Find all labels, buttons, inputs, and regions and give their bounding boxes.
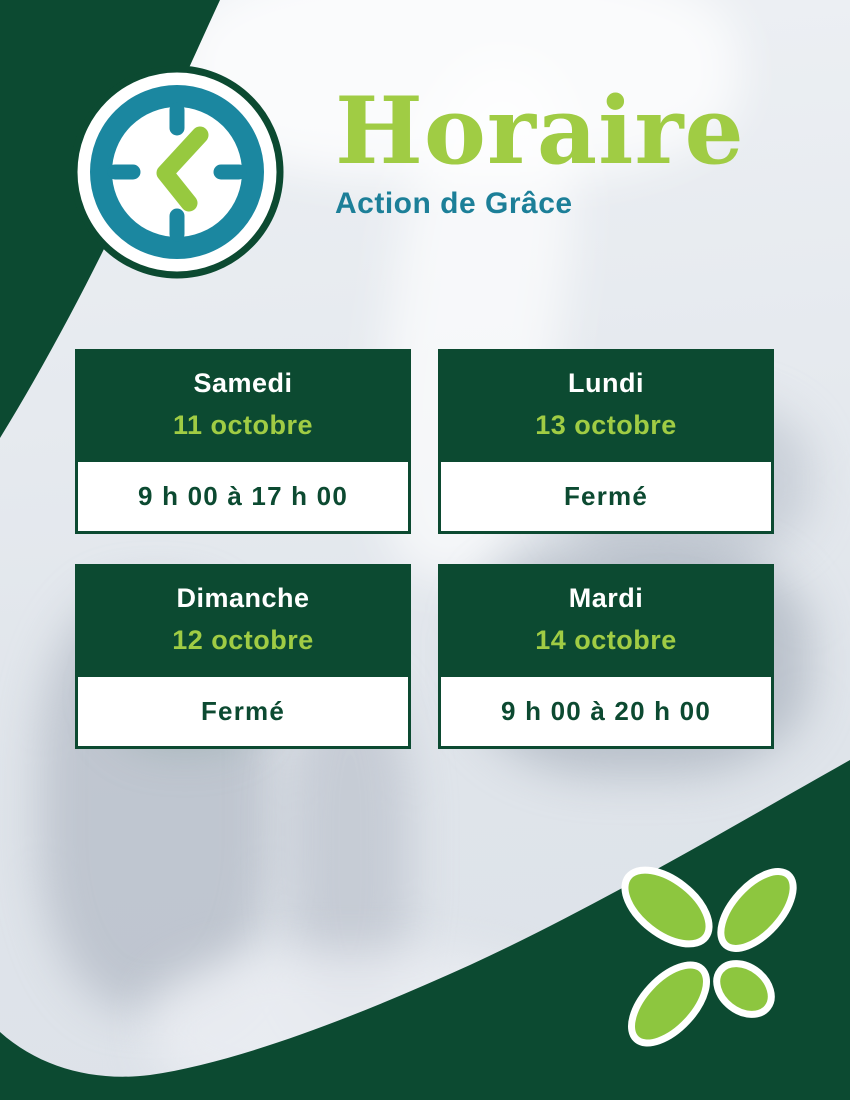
card-date: 14 octobre (535, 624, 677, 655)
card-header (438, 349, 774, 459)
card-header (438, 564, 774, 674)
clock-badge (69, 64, 285, 280)
card-body (75, 459, 411, 534)
card-header (75, 564, 411, 674)
card-day: Samedi (193, 367, 293, 398)
schedule-card-dimanche (75, 564, 411, 749)
schedule-card-lundi (438, 349, 774, 534)
schedule-card-samedi (75, 349, 411, 534)
card-body (75, 674, 411, 749)
card-day: Dimanche (176, 582, 310, 613)
schedule-grid (75, 349, 774, 749)
page-title: Horaire (335, 76, 745, 185)
clock-icon (69, 64, 285, 280)
header (335, 76, 745, 221)
card-date: 12 octobre (172, 624, 314, 655)
card-hours: 9 h 00 à 20 h 00 (501, 696, 711, 726)
card-date: 11 octobre (172, 409, 314, 440)
card-day: Mardi (568, 582, 644, 613)
card-day: Lundi (568, 367, 644, 398)
card-hours: Fermé (200, 696, 286, 726)
card-date: 13 octobre (535, 409, 677, 440)
card-header (75, 349, 411, 459)
card-body (438, 674, 774, 749)
card-hours: 9 h 00 à 17 h 00 (138, 481, 348, 511)
card-hours: Fermé (563, 481, 649, 511)
card-body (438, 459, 774, 534)
schedule-card-mardi (438, 564, 774, 749)
page-subtitle: Action de Grâce (335, 187, 573, 220)
